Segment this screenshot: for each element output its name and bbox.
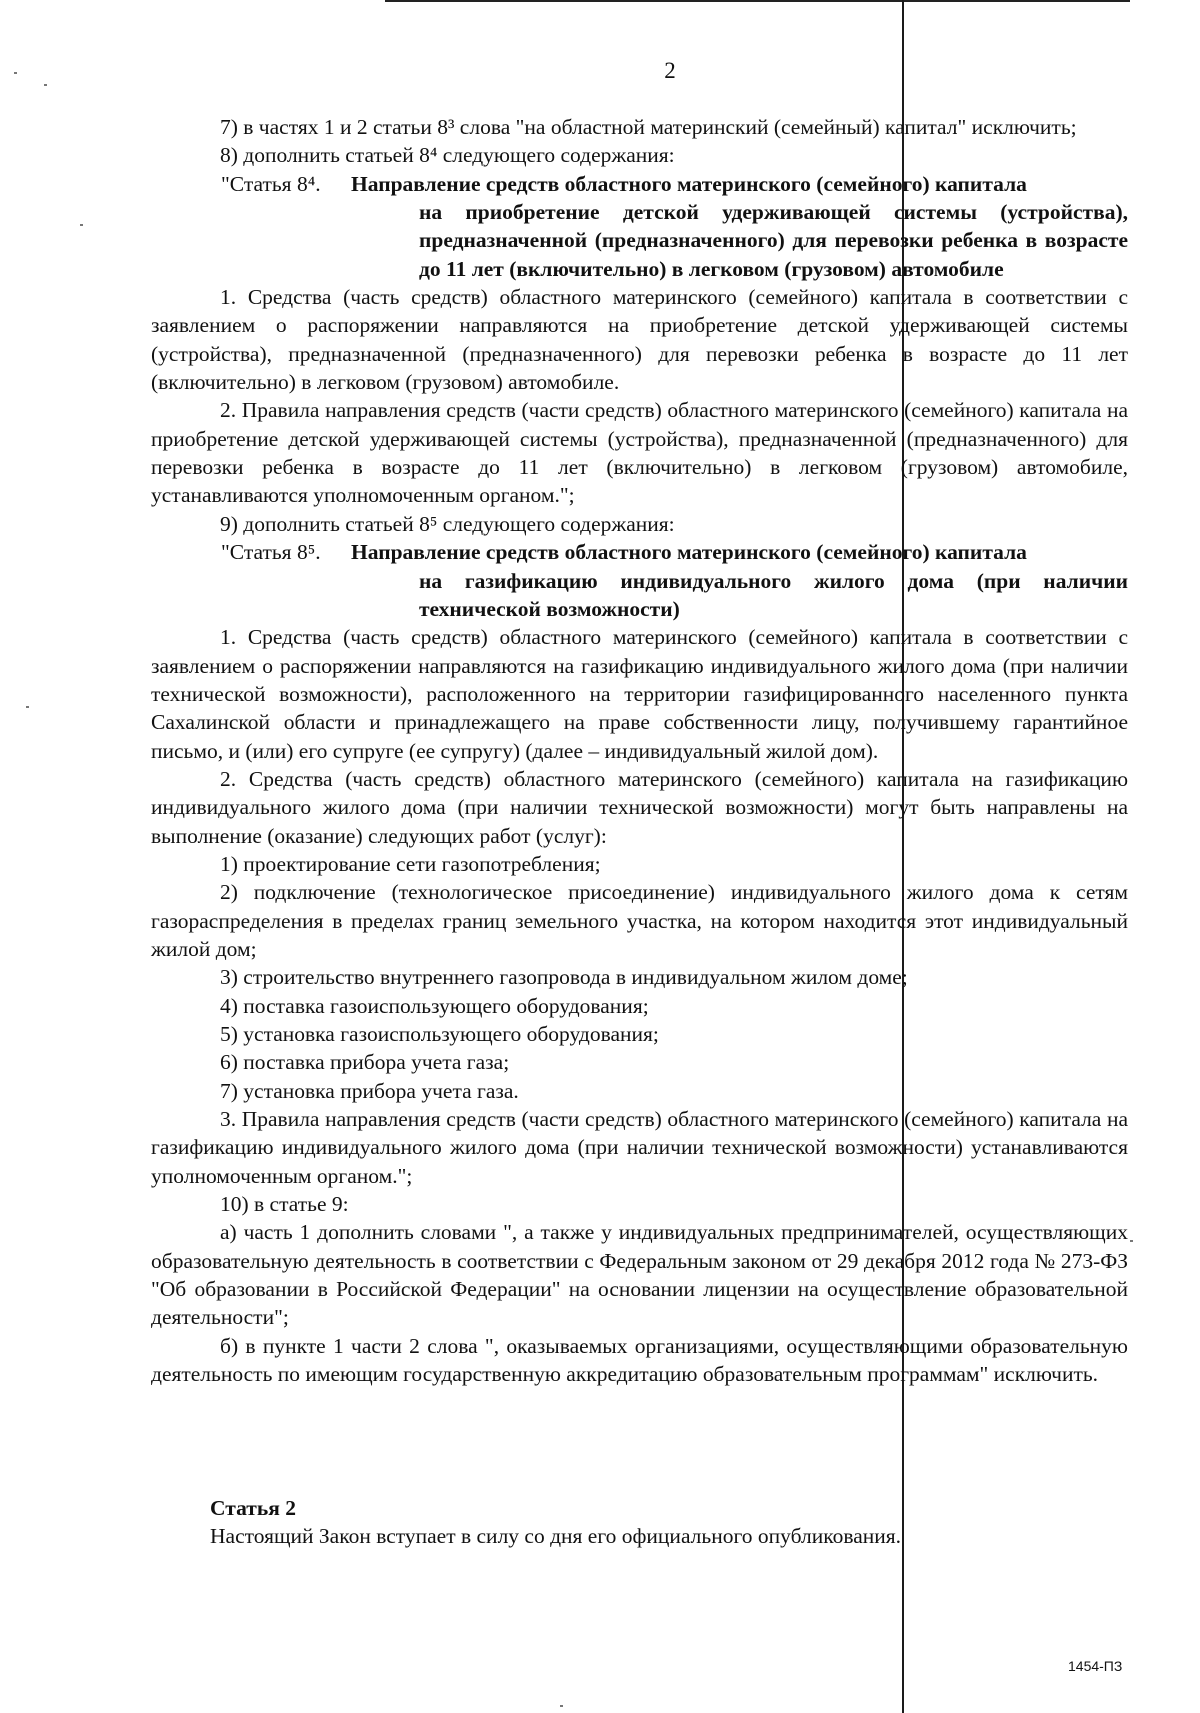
scan-speck	[80, 224, 83, 226]
article-8-4-heading	[151, 170, 1128, 283]
scan-speck	[1130, 1240, 1133, 1242]
article-8-5-part-2: 2. Средства (часть средств) областного материнского (семейного) капитала на газификацию индивидуального жилого дома (при наличии технической возможности) могут быть направлены на выполнение (оказание) следующих работ (услуг):	[151, 766, 1128, 848]
article-8-4-title-rest: на приобретение детской удерживающей системы (устройства), предназначенной (предназначенного) для перевозки ребенка в возрасте до 11 лет (включительно) в легковом (грузовом) автомобиле	[419, 200, 1128, 281]
article-2-heading: Статья 2	[210, 1496, 296, 1520]
article-8-5-part-3: 3. Правила направления средств (части средств) областного материнского (семейного) капитала на газификацию индивидуального жилого дома (при наличии технической возможности) устанавливаются уполномоченным органом.";	[151, 1107, 1128, 1188]
work-item-5: 5) установка газоиспользующего оборудования;	[220, 1022, 659, 1046]
document-code: 1454-ПЗ	[1068, 1658, 1123, 1674]
work-item-4: 4) поставка газоиспользующего оборудования;	[220, 993, 649, 1018]
article-8-4-part-2: 2. Правила направления средств (части средств) областного материнского (семейного) капитала на приобретение детской удерживающей системы (устройства), предназначенной (предназначенного) для перевозки ребенка в возрасте до 11 лет (включительно) в легковом (грузовом) автомобиле, устанавливаются уполномоченным органом.";	[151, 398, 1128, 508]
scan-top-rule	[385, 0, 1130, 2]
item-7: 7) в частях 1 и 2 статьи 8³ слова "на областной материнский (семейный) капитал" исключить;	[220, 115, 1077, 139]
article-8-5-title-rest: на газификацию индивидуального жилого дома (при наличии технической возможности)	[419, 568, 1128, 621]
article-8-5-heading	[151, 538, 1128, 623]
work-item-7: 7) установка прибора учета газа.	[220, 1078, 519, 1103]
item-8: 8) дополнить статьей 8⁴ следующего содержания:	[220, 143, 675, 168]
article-2-text: Настоящий Закон вступает в силу со дня его официального опубликования.	[210, 1524, 902, 1548]
page-number: 2	[664, 58, 676, 83]
work-item-1: 1) проектирование сети газопотребления;	[220, 851, 601, 876]
scan-speck	[14, 72, 17, 74]
item-10: 10) в статье 9:	[220, 1192, 349, 1217]
article-2	[210, 1494, 901, 1550]
article-8-4-label: "Статья 8⁴.	[221, 171, 321, 196]
document-body	[151, 113, 1128, 1388]
article-8-5-label: "Статья 8⁵.	[221, 540, 321, 565]
item-9: 9) дополнить статьей 8⁵ следующего содержания:	[220, 511, 675, 536]
scan-speck	[44, 84, 47, 86]
work-item-6: 6) поставка прибора учета газа;	[220, 1050, 510, 1075]
item-10-a: а) часть 1 дополнить словами ", а также у индивидуальных предпринимателей, осуществляющих образовательную деятельность в соответствии с Федеральным законом от 29 декабря 2012 года № 273-ФЗ "Об образовании в Российской Федерации" на основании лицензии на осуществление образовательной деятельности";	[151, 1220, 1128, 1330]
article-8-4-part-1: 1. Средства (часть средств) областного материнского (семейного) капитала в соответствии с заявлением о распоряжении направляются на приобретение детской удерживающей системы (устройства), предназначенной (предназначенного) для перевозки ребенка в возрасте до 11 лет (включительно) в легковом (грузовом) автомобиле.	[151, 285, 1128, 395]
item-10-b: б) в пункте 1 части 2 слова ", оказываемых организациями, осуществляющими образовательную деятельность по имеющим государственную аккредитацию образовательным программам" исключить.	[151, 1333, 1128, 1387]
article-8-5-part-1: 1. Средства (часть средств) областного материнского (семейного) капитала в соответствии с заявлением о распоряжении направляются на газификацию индивидуального жилого дома (при наличии технической возможности), расположенного на территории газифицированного населенного пункта Сахалинской области и принадлежащего на праве собственности лицу, получившему гарантийное письмо, и (или) его супруге (ее супругу) (далее – индивидуальный жилой дом).	[151, 625, 1128, 763]
work-item-2: 2) подключение (технологическое присоединение) индивидуального жилого дома к сетям газораспределения в пределах границ земельного участка, на котором находится этот индивидуальный жилой дом;	[151, 880, 1128, 961]
work-item-3: 3) строительство внутреннего газопровода в индивидуальном жилом доме;	[220, 965, 908, 990]
article-8-4-title-line1: Направление средств областного материнского (семейного) капитала	[351, 171, 1027, 196]
scan-speck	[560, 1705, 563, 1707]
scan-speck	[26, 706, 29, 708]
article-8-5-title-line1: Направление средств областного материнского (семейного) капитала	[351, 540, 1027, 565]
